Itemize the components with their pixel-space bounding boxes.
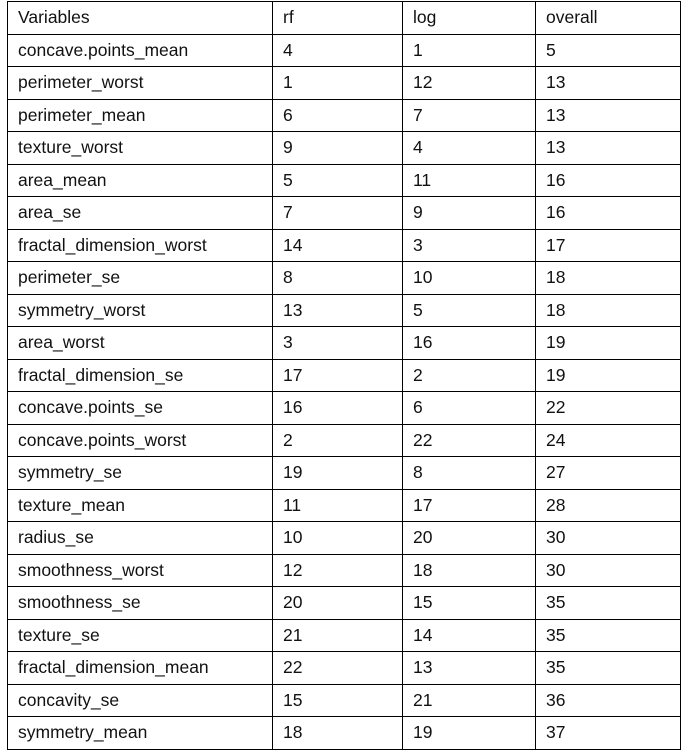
table-row: [8, 67, 681, 100]
header-rf: rf: [273, 2, 403, 35]
variable-ranking-table: [7, 1, 681, 750]
cell-log: 4: [403, 132, 536, 165]
cell-log: 11: [403, 164, 536, 197]
cell-variable: area_mean: [8, 164, 273, 197]
cell-overall: 35: [536, 652, 681, 685]
cell-rf: 22: [273, 652, 403, 685]
cell-rf: 6: [273, 99, 403, 132]
table-row: [8, 457, 681, 490]
cell-log: 2: [403, 359, 536, 392]
table-row: [8, 99, 681, 132]
cell-log: 13: [403, 652, 536, 685]
cell-variable: symmetry_se: [8, 457, 273, 490]
cell-log: 16: [403, 327, 536, 360]
cell-overall: 18: [536, 262, 681, 295]
cell-overall: 16: [536, 164, 681, 197]
cell-rf: 17: [273, 359, 403, 392]
cell-overall: 36: [536, 684, 681, 717]
table-row: [8, 327, 681, 360]
cell-log: 12: [403, 67, 536, 100]
cell-log: 8: [403, 457, 536, 490]
cell-variable: area_se: [8, 197, 273, 230]
table-row: [8, 717, 681, 750]
table-row: [8, 424, 681, 457]
cell-variable: concave.points_worst: [8, 424, 273, 457]
cell-rf: 8: [273, 262, 403, 295]
header-variables: Variables: [8, 2, 273, 35]
table-row: [8, 489, 681, 522]
cell-rf: 9: [273, 132, 403, 165]
cell-log: 6: [403, 392, 536, 425]
cell-rf: 4: [273, 34, 403, 67]
table-row: [8, 684, 681, 717]
cell-log: 22: [403, 424, 536, 457]
cell-rf: 19: [273, 457, 403, 490]
cell-overall: 30: [536, 554, 681, 587]
cell-rf: 14: [273, 229, 403, 262]
table-row: [8, 294, 681, 327]
cell-overall: 19: [536, 359, 681, 392]
cell-rf: 11: [273, 489, 403, 522]
cell-rf: 12: [273, 554, 403, 587]
cell-variable: texture_worst: [8, 132, 273, 165]
cell-variable: smoothness_worst: [8, 554, 273, 587]
cell-log: 9: [403, 197, 536, 230]
cell-overall: 19: [536, 327, 681, 360]
cell-variable: fractal_dimension_se: [8, 359, 273, 392]
table-row: [8, 132, 681, 165]
table-row: [8, 392, 681, 425]
cell-overall: 24: [536, 424, 681, 457]
cell-log: 18: [403, 554, 536, 587]
cell-overall: 13: [536, 99, 681, 132]
cell-log: 3: [403, 229, 536, 262]
cell-rf: 2: [273, 424, 403, 457]
cell-overall: 16: [536, 197, 681, 230]
cell-overall: 5: [536, 34, 681, 67]
cell-variable: texture_mean: [8, 489, 273, 522]
cell-rf: 21: [273, 619, 403, 652]
cell-variable: texture_se: [8, 619, 273, 652]
table-row: [8, 522, 681, 555]
cell-variable: fractal_dimension_worst: [8, 229, 273, 262]
cell-overall: 35: [536, 587, 681, 620]
cell-log: 21: [403, 684, 536, 717]
cell-log: 14: [403, 619, 536, 652]
cell-log: 10: [403, 262, 536, 295]
table-body: [8, 34, 681, 749]
header-overall: overall: [536, 2, 681, 35]
cell-overall: 18: [536, 294, 681, 327]
cell-overall: 28: [536, 489, 681, 522]
cell-rf: 5: [273, 164, 403, 197]
cell-log: 19: [403, 717, 536, 750]
cell-overall: 17: [536, 229, 681, 262]
cell-rf: 7: [273, 197, 403, 230]
cell-overall: 27: [536, 457, 681, 490]
cell-log: 7: [403, 99, 536, 132]
cell-variable: radius_se: [8, 522, 273, 555]
cell-variable: smoothness_se: [8, 587, 273, 620]
cell-log: 15: [403, 587, 536, 620]
cell-overall: 30: [536, 522, 681, 555]
cell-variable: fractal_dimension_mean: [8, 652, 273, 685]
table-row: [8, 164, 681, 197]
table-row: [8, 359, 681, 392]
table-row: [8, 229, 681, 262]
cell-rf: 18: [273, 717, 403, 750]
cell-variable: area_worst: [8, 327, 273, 360]
cell-rf: 10: [273, 522, 403, 555]
header-log: log: [403, 2, 536, 35]
cell-rf: 3: [273, 327, 403, 360]
cell-variable: concave.points_mean: [8, 34, 273, 67]
cell-variable: perimeter_se: [8, 262, 273, 295]
cell-overall: 22: [536, 392, 681, 425]
table-row: [8, 34, 681, 67]
cell-variable: symmetry_mean: [8, 717, 273, 750]
header-row: [8, 2, 681, 35]
cell-variable: symmetry_worst: [8, 294, 273, 327]
cell-overall: 13: [536, 132, 681, 165]
cell-overall: 13: [536, 67, 681, 100]
cell-log: 1: [403, 34, 536, 67]
cell-rf: 15: [273, 684, 403, 717]
cell-log: 5: [403, 294, 536, 327]
table-row: [8, 262, 681, 295]
cell-variable: perimeter_worst: [8, 67, 273, 100]
cell-overall: 35: [536, 619, 681, 652]
cell-variable: perimeter_mean: [8, 99, 273, 132]
cell-variable: concave.points_se: [8, 392, 273, 425]
table-row: [8, 197, 681, 230]
ranking-table-container: [7, 1, 680, 750]
cell-rf: 16: [273, 392, 403, 425]
cell-rf: 20: [273, 587, 403, 620]
table-row: [8, 652, 681, 685]
cell-log: 17: [403, 489, 536, 522]
table-row: [8, 587, 681, 620]
cell-rf: 13: [273, 294, 403, 327]
cell-log: 20: [403, 522, 536, 555]
cell-rf: 1: [273, 67, 403, 100]
table-row: [8, 619, 681, 652]
cell-overall: 37: [536, 717, 681, 750]
table-row: [8, 554, 681, 587]
cell-variable: concavity_se: [8, 684, 273, 717]
